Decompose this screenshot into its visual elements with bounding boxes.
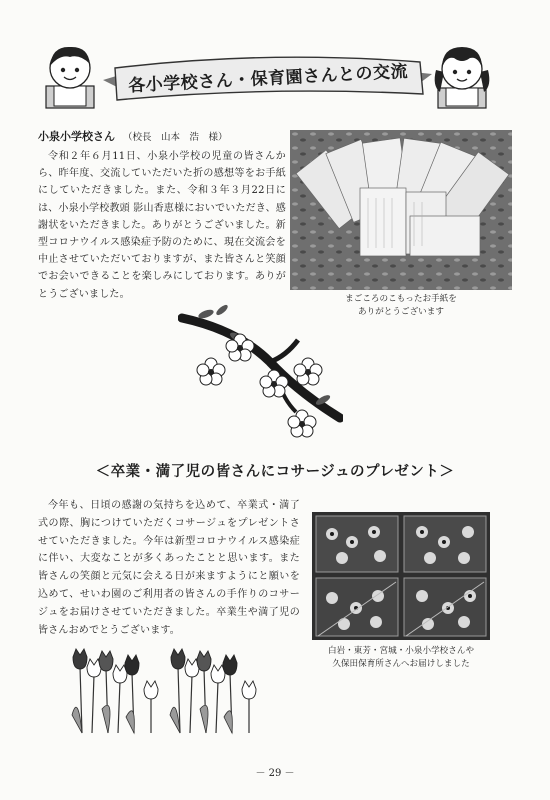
school-name: 小泉小学校さん [38,130,115,143]
letters-photo [290,130,512,290]
page-title: 各小学校さん・保育園さんとの交流 [127,61,409,97]
corsage-paragraph: 今年も、日頃の感謝の気持ちを込めて、卒業式・満了式の際、胸につけていただくコサージュをプレゼントさせていただきました。今年は新型コロナウイルス感染症に伴い、大変なことが多くあったことと思います。また皆さんの笑顔と元気に会える日が来ますようにと願いを込めて、せいわ園のご利用者の皆さんの手作りのコサージュをお届けさせていただきました。卒業生や満了児の皆さんおめでとうございます。 [38,500,300,636]
caption-line: ありがとうございます [358,306,444,317]
section-heading-koizumi [38,128,228,144]
caption-line: 久保田保育所さんへお届けしました [332,658,470,669]
cherry-blossom-illustration [178,300,343,440]
corsage-section-heading: ＜卒業・満了児の皆さんにコサージュのプレゼント＞ [95,463,455,480]
caption-line: 白岩・東芳・宮城・小泉小学校さんや [327,646,475,656]
corsage-body-text [38,497,300,639]
girl-illustration [432,42,492,110]
page-number: － 29 － [255,768,295,779]
caption-line: まごころのこもったお手紙を [345,294,457,304]
koizumi-paragraph: 令和２年６月11日、小泉小学校の児童の皆さんから、昨年度、交流していただいた折の感想等をお手紙にしていただきました。また、令和３年３月22日には、小泉小学校教頭 影山香恵様においでいただき、感謝状をいただきました。ありがとうございました。新型コロナウイルス感染症予防のために、現在交流会を中止させていただいておりますが、また皆さんと笑顔でお会いできることを楽しみにしております。ありがとうございました。 [38,151,286,300]
principal-name: （校長 山本 浩 様） [123,132,228,143]
corsage-photo-caption [300,645,502,670]
tulip-illustration [66,645,266,735]
boy-illustration [40,42,100,110]
koizumi-body-text [38,148,286,303]
corsage-photo [312,512,490,640]
